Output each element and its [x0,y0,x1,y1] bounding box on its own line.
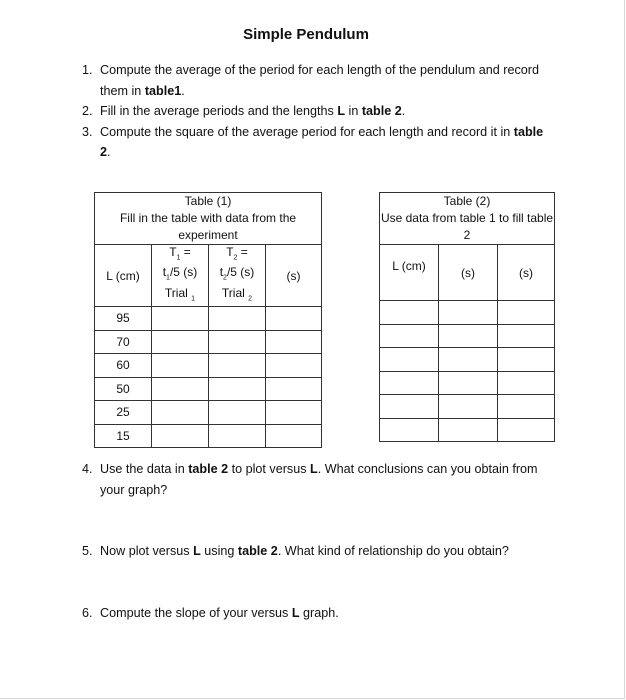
instruction-number: 2. [82,104,93,118]
question-5 [82,541,552,562]
instruction-list [82,60,552,163]
trial-1-cell[interactable] [152,354,209,378]
average-cell[interactable] [266,401,322,425]
table-row [95,330,322,354]
header-length: L (cm) [380,245,439,301]
average-period-cell[interactable] [439,418,498,442]
page-title: Simple Pendulum [243,26,369,43]
instruction-2 [82,101,552,122]
trial-1-cell[interactable] [152,424,209,448]
length-cell[interactable] [380,301,439,325]
trial-2-cell[interactable] [209,354,266,378]
table-2 [379,192,555,442]
length-cell[interactable] [380,348,439,372]
header-average-period: (s) [439,245,498,301]
question-number: 6. [82,606,93,620]
table-row [95,307,322,331]
length-cell: 50 [95,377,152,401]
length-cell[interactable] [380,324,439,348]
table-1-description: Fill in the table with data from the experiment [119,211,297,242]
instruction-text: Compute the square of the average period for each length and record it in table 2. [100,124,544,159]
period-squared-cell[interactable] [498,324,555,348]
length-cell: 25 [95,401,152,425]
table-2-description: Use data from table 1 to fill table 2 [380,211,554,242]
period-squared-cell[interactable] [498,301,555,325]
table-1-caption [95,193,322,245]
average-period-cell[interactable] [439,324,498,348]
question-text: Use the data in table 2 to plot versus L. What conclusions can you obtain from your graph? [100,462,538,497]
average-cell[interactable] [266,307,322,331]
table-1-title: Table (1) [184,194,232,208]
trial-2-cell[interactable] [209,377,266,401]
length-cell[interactable] [380,371,439,395]
question-4 [82,459,552,500]
table-row [95,424,322,448]
trial-1-cell[interactable] [152,307,209,331]
table-row [380,348,555,372]
header-average: (s) [266,245,322,307]
question-number: 4. [82,462,93,476]
table-row [380,395,555,419]
instruction-1 [82,60,552,101]
length-cell: 70 [95,330,152,354]
table-row [380,301,555,325]
header-period-squared: (s) [498,245,555,301]
instruction-number: 1. [82,63,93,77]
table-2-caption [380,193,555,245]
period-squared-cell[interactable] [498,418,555,442]
question-6 [82,603,552,624]
average-cell[interactable] [266,377,322,401]
table-row [380,418,555,442]
length-cell: 15 [95,424,152,448]
trial-2-cell[interactable] [209,307,266,331]
trial-2-cell[interactable] [209,401,266,425]
table-row [95,401,322,425]
instruction-number: 3. [82,124,93,139]
average-cell[interactable] [266,424,322,448]
average-period-cell[interactable] [439,348,498,372]
table-row [380,371,555,395]
instruction-text: Fill in the average periods and the lengths L in table 2. [100,104,406,118]
trial-2-cell[interactable] [209,330,266,354]
length-cell[interactable] [380,395,439,419]
instruction-3 [82,122,552,163]
trial-1-cell[interactable] [152,330,209,354]
length-cell: 95 [95,307,152,331]
table-row [95,377,322,401]
instruction-text: Compute the average of the period for each length of the pendulum and record them in table1. [100,63,539,98]
question-text: Compute the slope of your versus L graph. [100,606,339,620]
average-period-cell[interactable] [439,371,498,395]
length-cell[interactable] [380,418,439,442]
question-number: 5. [82,544,93,558]
table-1 [94,192,322,448]
header-trial-1: $T_1$ = $t_1/5$ (s) Trial $_1$ [152,245,209,307]
trial-2-cell[interactable] [209,424,266,448]
period-squared-cell[interactable] [498,348,555,372]
period-squared-cell[interactable] [498,371,555,395]
period-squared-cell[interactable] [498,395,555,419]
table-row [95,354,322,378]
header-length: L (cm) [95,245,152,307]
header-trial-2: $T_2$ = $t_2/5$ (s) Trial $_2$ [209,245,266,307]
average-cell[interactable] [266,354,322,378]
trial-1-cell[interactable] [152,377,209,401]
table-2-title: Table (2) [443,194,491,208]
average-cell[interactable] [266,330,322,354]
question-text: Now plot versus L using table 2. What kind of relationship do you obtain? [100,544,509,558]
average-period-cell[interactable] [439,301,498,325]
table-row [380,324,555,348]
average-period-cell[interactable] [439,395,498,419]
trial-1-cell[interactable] [152,401,209,425]
length-cell: 60 [95,354,152,378]
